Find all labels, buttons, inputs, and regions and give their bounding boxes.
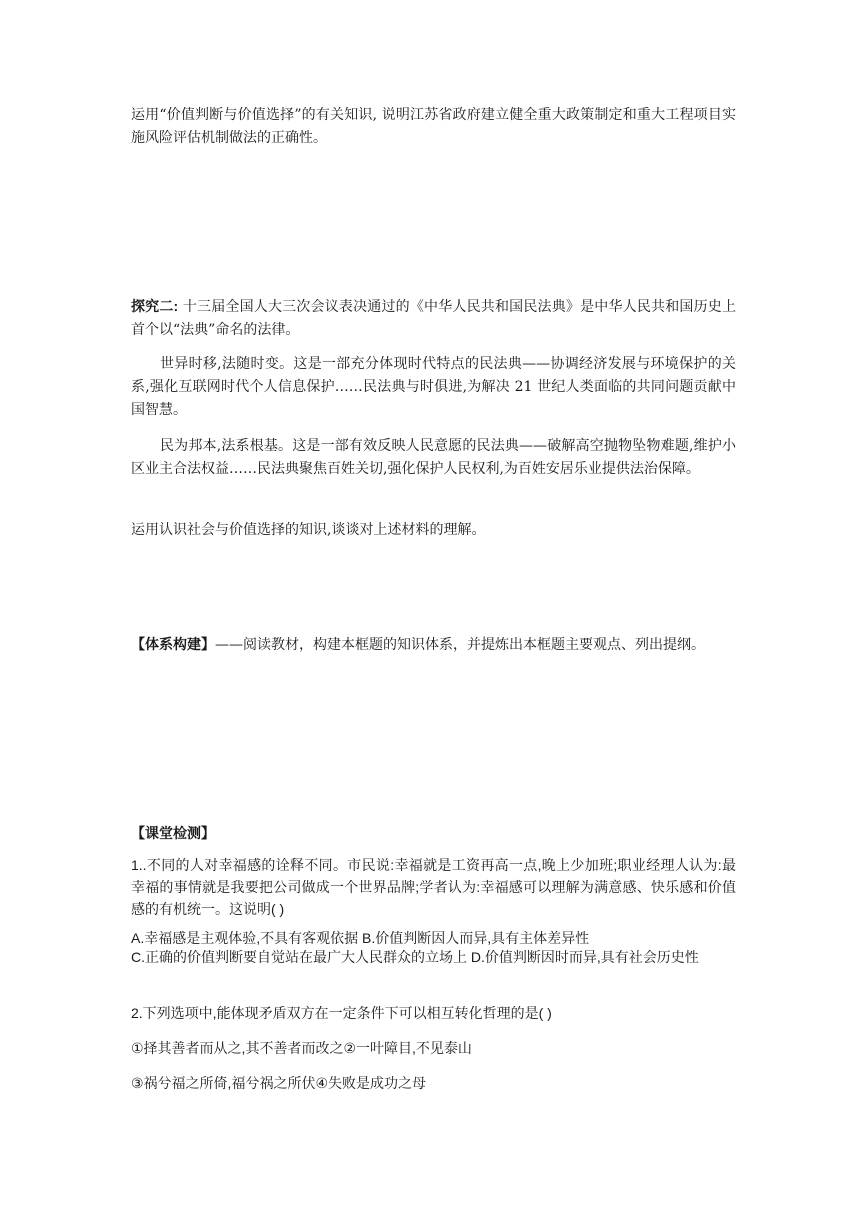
question-1-options xyxy=(131,929,736,967)
question-1-options-ab: A.幸福感是主观体验,不具有客观依据 B.价值判断因人而异,具有主体差异性 xyxy=(131,930,590,946)
system-build-label: 【体系构建】 xyxy=(131,636,215,652)
explore2-paragraph-1: 世异时移,法随时变。这是一部充分体现时代特点的民法典——协调经济发展与环境保护的关系,强化互联网时代个人信息保护……民法典与时俱进,为解决 21 世纪人类面临的共同问题贡献中国智慧。 xyxy=(131,356,736,418)
explore2-lead-text: 十三届全国人大三次会议表决通过的《中华人民共和国民法典》是中华人民共和国历史上首个以“法典”命名的法律。 xyxy=(131,299,736,338)
question-1-stem: 1..不同的人对幸福感的诠释不同。市民说:幸福就是工资再高一点,晚上少加班;职业经理人认为:最幸福的事情就是我要把公司做成一个世界品牌;学者认为:幸福感可以理解为满意感、快乐感和价值感的有机统一。这说明( ) xyxy=(131,857,736,917)
intro-question: 运用“价值判断与价值选择”的有关知识, 说明江苏省政府建立健全重大政策制定和重大工程项目实施风险评估机制做法的正确性。 xyxy=(131,107,736,146)
class-check-heading: 【课堂检测】 xyxy=(131,825,215,841)
explore2-paragraph-2: 民为邦本,法系根基。这是一部有效反映人民意愿的民法典——破解高空抛物坠物难题,维护小区业主合法权益……民法典聚焦百姓关切,强化保护人民权利,为百姓安居乐业提供法治保障。 xyxy=(131,438,736,477)
system-build-text: ——阅读教材，构建本框题的知识体系，并提炼出本框题主要观点、列出提纲。 xyxy=(215,637,705,653)
explore2-lead xyxy=(131,295,736,342)
question-2-items-2: ③祸兮福之所倚,福兮祸之所伏④失败是成功之母 xyxy=(131,1075,426,1091)
explore2-question: 运用认识社会与价值选择的知识,谈谈对上述材料的理解。 xyxy=(131,522,486,538)
question-2-items-1: ①择其善者而从之,其不善者而改之②一叶障目,不见泰山 xyxy=(131,1040,472,1056)
explore2-label: 探究二: xyxy=(131,298,179,314)
question-2-stem: 2.下列选项中,能体现矛盾双方在一定条件下可以相互转化哲理的是( ) xyxy=(131,1005,552,1021)
system-build xyxy=(131,633,751,657)
question-1-options-cd: C.正确的价值判断要自觉站在最广大人民群众的立场上 D.价值判断因时而异,具有社会历史性 xyxy=(131,949,699,965)
